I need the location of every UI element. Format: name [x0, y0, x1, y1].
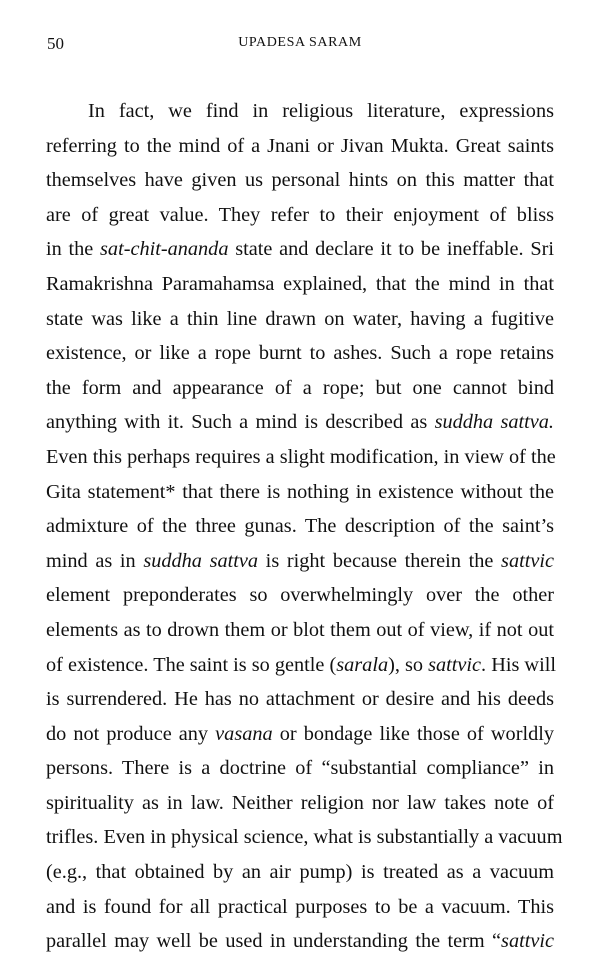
page-number: 50 — [47, 34, 64, 53]
running-head: UPADESA SARAM — [238, 35, 362, 50]
text-line — [46, 267, 554, 302]
page-header — [0, 34, 600, 60]
text-line — [46, 371, 554, 406]
text-segment: element preponderates so overwhelmingly over the other — [46, 584, 554, 607]
text-line — [46, 544, 554, 579]
text-segment: of existence. The saint is so gentle ( — [46, 653, 337, 676]
text-line — [46, 405, 554, 440]
text-segment: themselves have given us personal hints on this matter that — [46, 169, 554, 192]
text-segment: mind as in — [46, 549, 144, 572]
text-segment: are of great value. They refer to their enjoyment of bliss — [46, 203, 554, 226]
text-line — [46, 648, 554, 683]
text-segment: or bondage like those of worldly — [272, 722, 554, 745]
body-text — [46, 94, 563, 959]
text-segment: referring to the mind of a Jnani or Jivan Mukta. Great saints — [46, 134, 554, 157]
text-segment: trifles. Even in physical science, what is substantially a vacuum — [46, 826, 563, 849]
text-segment: existence, or like a rope burnt to ashes. Such a rope retains — [46, 342, 554, 365]
text-line — [46, 302, 554, 337]
text-segment: Ramakrishna Paramahamsa explained, that the mind in that — [46, 272, 554, 295]
text-segment: Gita statement* that there is nothing in existence without the — [46, 480, 554, 503]
italic-term: sattvic — [501, 549, 554, 572]
text-segment: parallel may well be used in understanding the term “ — [46, 930, 502, 953]
text-segment: elements as to drown them or blot them out of view, if not out — [46, 618, 554, 641]
text-line — [46, 509, 554, 544]
text-line — [46, 475, 554, 510]
text-line — [46, 336, 554, 371]
text-segment: spirituality as in law. Neither religion nor law takes note of — [46, 791, 554, 814]
text-segment: (e.g., that obtained by an air pump) is treated as a vacuum — [46, 861, 554, 884]
text-line — [46, 820, 563, 855]
italic-term: sarala — [336, 653, 389, 676]
text-line — [46, 440, 554, 475]
text-segment: is right because therein the — [258, 549, 502, 572]
text-line — [46, 682, 554, 717]
text-line — [46, 855, 554, 890]
italic-term: sattvic — [501, 930, 554, 953]
text-segment: persons. There is a doctrine of “substantial compliance” in — [46, 757, 554, 780]
italic-term: vasana — [215, 722, 273, 745]
text-line — [46, 751, 554, 786]
text-segment: in the — [46, 238, 101, 261]
text-line — [46, 578, 554, 613]
italic-term: suddha sattva. — [434, 411, 555, 434]
text-line — [46, 94, 554, 129]
text-line — [46, 232, 554, 267]
text-line — [46, 198, 554, 233]
italic-term: sattvic — [428, 653, 482, 676]
text-segment: In fact, we find in religious literature, expressions — [88, 100, 554, 122]
text-segment: state and declare it to be ineffable. Sri — [228, 238, 554, 261]
text-line — [46, 163, 554, 198]
text-line — [46, 613, 554, 648]
text-segment: . His will — [481, 653, 556, 676]
text-segment: Even this perhaps requires a slight modification, in view of the — [46, 445, 556, 468]
text-segment: and is found for all practical purposes to be a vacuum. This — [46, 895, 554, 918]
text-segment: ), so — [388, 653, 429, 676]
text-line — [46, 129, 554, 164]
italic-term: sat-chit-ananda — [100, 238, 229, 261]
text-line — [46, 924, 554, 959]
text-segment: admixture of the three gunas. The description of the saint’s — [46, 515, 554, 538]
text-line — [46, 717, 554, 752]
text-segment: state was like a thin line drawn on water, having a fugitive — [46, 307, 554, 330]
text-segment: the form and appearance of a rope; but one cannot bind — [46, 376, 554, 399]
text-segment: do not produce any — [46, 722, 216, 745]
text-line — [46, 786, 554, 821]
text-segment: is surrendered. He has no attachment or desire and his deeds — [46, 688, 554, 711]
italic-term: suddha sattva — [143, 549, 259, 572]
text-line — [46, 890, 554, 925]
text-segment: anything with it. Such a mind is described as — [46, 411, 435, 434]
